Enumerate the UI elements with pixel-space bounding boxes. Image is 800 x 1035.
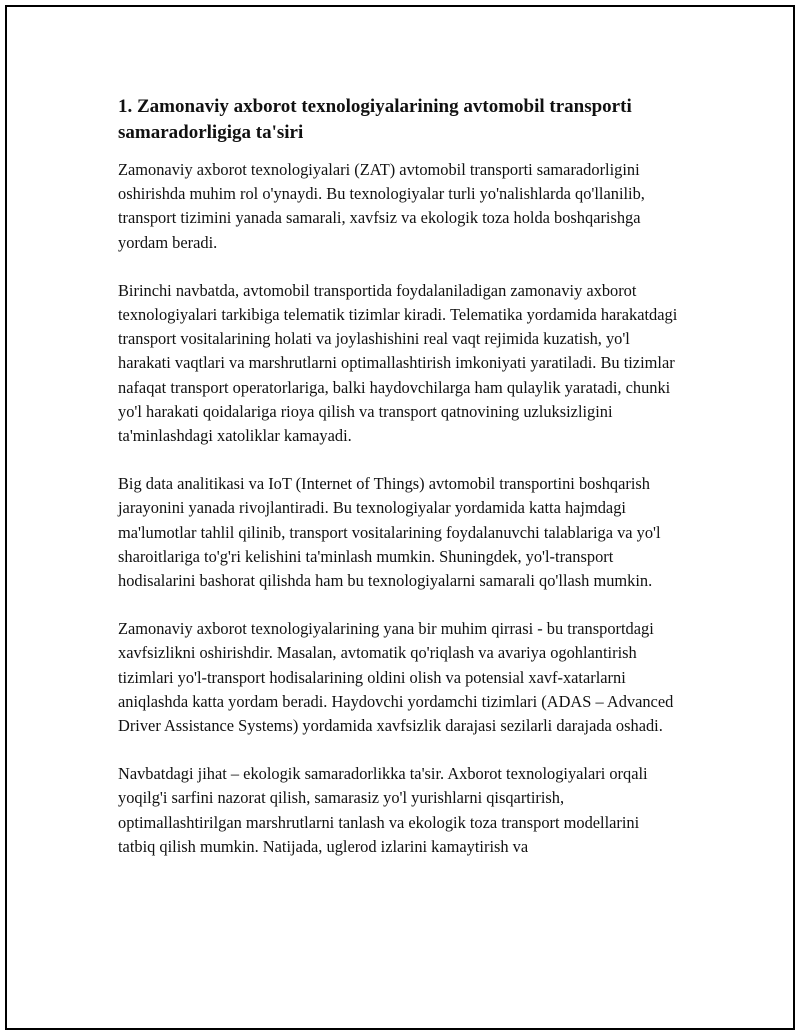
paragraph-intro: Zamonaviy axborot texnologiyalari (ZAT) avtomobil transporti samaradorligini oshirishda muhim rol o'ynaydi. Bu texnologiyalar turli yo'nalishlarda qo'llanilib, transport tizimini yanada samarali, xavfsiz va ekologik toza holda boshqarishga yordam beradi. xyxy=(118,160,645,252)
section-heading: 1. Zamonaviy axborot texnologiyalarining avtomobil transporti samaradorligiga ta'siri xyxy=(118,96,632,143)
paragraph-telematics: Birinchi navbatda, avtomobil transportida foydalaniladigan zamonaviy axborot texnologiyalari tarkibiga telematik tizimlar kiradi. Telematika yordamida harakatdagi transport vositalarining holati va joylashishini real vaqt rejimida kuzatish, yo'l harakati vaqtlari va marshrutlarni optimallashtirish imkoniyati yaratiladi. Bu tizimlar nafaqat transport operatorlariga, balki haydovchilarga ham qulaylik yaratadi, chunki yo'l harakati qoidalariga rioya qilish va transport qatnovining uzluksizligini ta'minlashdagi xatoliklar kamayadi. xyxy=(118,280,678,446)
paragraph-big-data: Big data analitikasi va IoT (Internet of Things) avtomobil transportini boshqarish jarayonini yanada rivojlantiradi. Bu texnologiyalar yordamida katta hajmdagi ma'lumotlar tahlil qilinib, transport vositalarining foydalanuvchi talablariga va yo'l sharoitlariga to'g'ri kelishini ta'minlash mumkin. Shuningdek, yo'l-transport hodisalarini bashorat qilishda ham bu texnologiyalarni samarali qo'llash mumkin. xyxy=(118,474,661,591)
paragraph-safety: Zamonaviy axborot texnologiyalarining yana bir muhim qirrasi - bu transportdagi xavfsizlikni oshirishdir. Masalan, avtomatik qo'riqlash va avariya ogohlantirish tizimlari yo'l-transport hodisalarining oldini olish va potensial xavf-xatarlarni aniqlashda katta yordam beradi. Haydovchi yordamchi tizimlari (ADAS – Advanced Driver Assistance Systems) yordamida xavfsizlik darajasi sezilarli darajada oshadi. xyxy=(118,619,674,736)
document-body xyxy=(118,94,678,859)
paragraph-ecology: Navbatdagi jihat – ekologik samaradorlikka ta'sir. Axborot texnologiyalari orqali yoqilg'i sarfini nazorat qilish, samarasiz yo'l yurishlarni qisqartirish, optimallashtirilgan marshrutlarni tanlash va ekologik toza transport modellarini tatbiq qilish mumkin. Natijada, uglerod izlarini kamaytirish va xyxy=(118,764,648,856)
